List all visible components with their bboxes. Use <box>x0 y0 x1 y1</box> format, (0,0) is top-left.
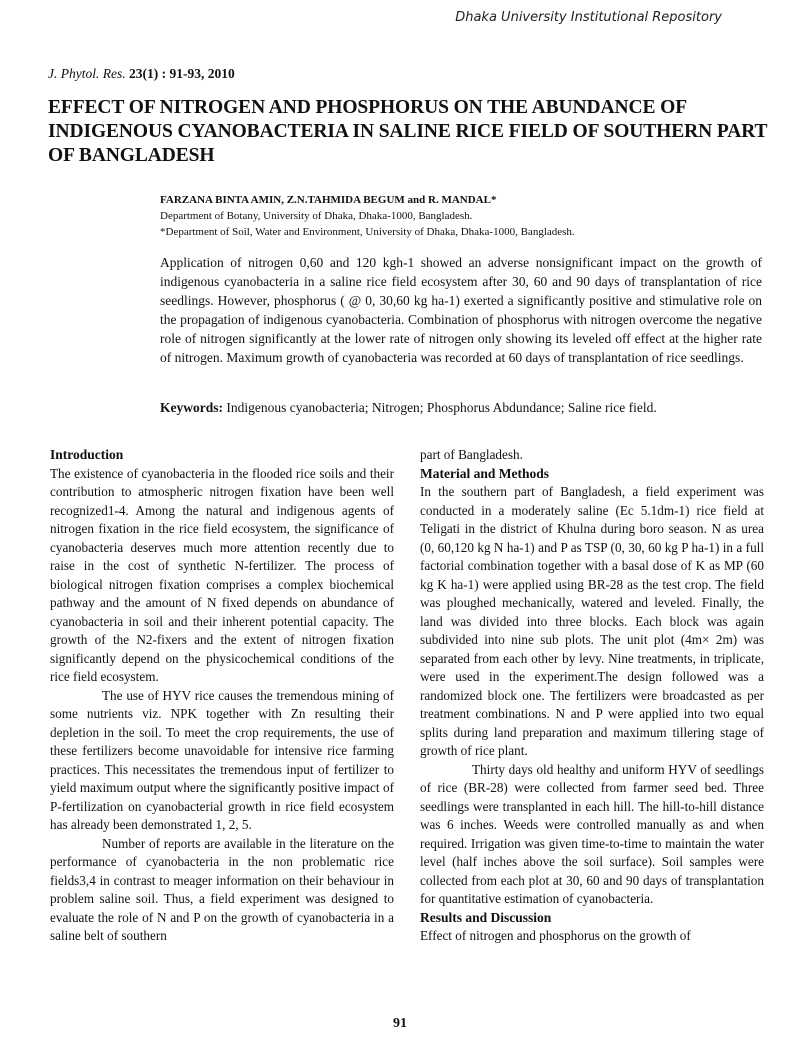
paper-title: EFFECT OF NITROGEN AND PHOSPHORUS ON THE ABUNDANCE OF INDIGENOUS CYANOBACTERIA IN SALINE RICE FIELD OF SOUTHERN PART OF BANGLADESH <box>48 97 768 166</box>
intro-paragraph-3: Number of reports are available in the literature on the performance of cyanobacteria in the non problematic rice fields3,4 in contrast to meager information on their behaviour in problem saline soil. Thus, a field experiment was designed to evaluate the role of N and P on the growth of cyanobacteria in a saline belt of southern <box>50 835 394 943</box>
results-paragraph-1: Effect of nitrogen and phosphorus on the growth of <box>420 928 691 943</box>
keywords-label: Keywords: <box>160 400 223 415</box>
left-column <box>50 446 394 946</box>
right-column <box>420 446 764 946</box>
intro-paragraph-1: The existence of cyanobacteria in the flooded rice soils and their contribution to atmospheric nitrogen fixation have been well recognized1-4. Among the natural and indigenous agents of nitrogen fixation in the rice field ecosystem, the significance of cyanobacteria deserves much more attention recently due to raise in the cost of synthetic N-fertilizer. The process of biological nitrogen fixation comprises a complex biochemical pathway and the amount of N fixed depends on abundance of cyanobacteria in soil and their inherent potential capacity. The growth of the N2-fixers and the extent of nitrogen fixation significantly depend on the physicochemical conditions of the rice field ecosystem. <box>50 465 394 684</box>
results-heading: Results and Discussion <box>420 909 552 925</box>
intro-paragraph-2: The use of HYV rice causes the tremendous mining of some nutrients viz. NPK together with Zn resulting their depletion in the soil. To meet the crop requirements, the use of these fertilizers become unavoidable for intensive rice farming practices. This necessitates the tremendous input of fertilizer to yield maximum output where the significantly positive impact of P-fertilization on cyanobacterial growth in rice field ecosystem has already been demonstrated 1, 2, 5. <box>50 687 394 832</box>
repository-header: Dhaka University Institutional Repository <box>455 10 722 25</box>
introduction-heading: Introduction <box>50 447 124 462</box>
journal-name: J. Phytol. Res. <box>48 66 126 81</box>
methods-paragraph-1: In the southern part of Bangladesh, a field experiment was conducted in a moderately saline (Ec 5.1dm-1) rice field at Teligati in the district of Khulna during boro season. N as urea (0, 60,120 kg N ha-1) and P as TSP (0, 30, 60 kg P ha-1) in a full factorial combination together with a basal dose of K as MP (60 kg K ha-1) were applied using BR-28 as the test crop. The field was ploughed mechanically, watered and leveled. Finally, the land was divided into three blocks. Each block was again subdivided into nine sub plots. The unit plot (4m× 2m) was separated from each other by levy. Nine treatments, in triplicate, were used in the experiment.The design followed was a randomized block one. The fertilizers were broadcasted as per treatment combinations. N and P were applied into two equal splits during land preparation and maximum tillering stage of growth of rice plant. <box>420 484 764 758</box>
keywords <box>160 400 657 416</box>
methods-paragraph-2: Thirty days old healthy and uniform HYV of seedlings of rice (BR-28) were collected from farmer seed bed. Three seedlings were transplanted in each hill. The hill-to-hill distance was 6 inches. Weeds were controlled manually as and when required. Irrigation was given time-to-time to maintain the water level (half inches above the soil surface). Soil samples were collected from each plot at 30, 60 and 90 days of transplantation for quantitative estimation of cyanobacteria. <box>420 761 764 906</box>
authors: FARZANA BINTA AMIN, Z.N.TAHMIDA BEGUM and R. MANDAL* <box>160 194 497 206</box>
keywords-text: Indigenous cyanobacteria; Nitrogen; Phosphorus Abdundance; Saline rice field. <box>226 400 657 415</box>
intro-continuation: part of Bangladesh. <box>420 447 523 462</box>
affiliation-1: Department of Botany, University of Dhaka, Dhaka-1000, Bangladesh. <box>160 210 473 222</box>
journal-volume: 23(1) : 91-93, 2010 <box>128 66 235 81</box>
methods-heading: Material and Methods <box>420 465 549 481</box>
journal-citation <box>48 66 235 82</box>
page-number: 91 <box>393 1016 407 1031</box>
abstract: Application of nitrogen 0,60 and 120 kgh-1 showed an adverse nonsignificant impact on the growth of indigenous cyanobacteria in a saline rice field ecosystem after 30, 60 and 90 days of transplantation of rice seedlings. However, phosphorus ( @ 0, 30,60 kg ha-1) exerted a significantly positive and stimulative role on the propagation of indigenous cyanobacteria. Combination of phosphorus with nitrogen overcome the negative role of nitrogen significantly at the lower rate of nitrogen only showing its leveled off effect at the higher rate of nitrogen. Maximum growth of cyanobacteria was recorded at 60 days of transplantation of rice seedlings. <box>160 255 762 365</box>
affiliation-2: *Department of Soil, Water and Environment, University of Dhaka, Dhaka-1000, Bangladesh. <box>160 226 575 238</box>
